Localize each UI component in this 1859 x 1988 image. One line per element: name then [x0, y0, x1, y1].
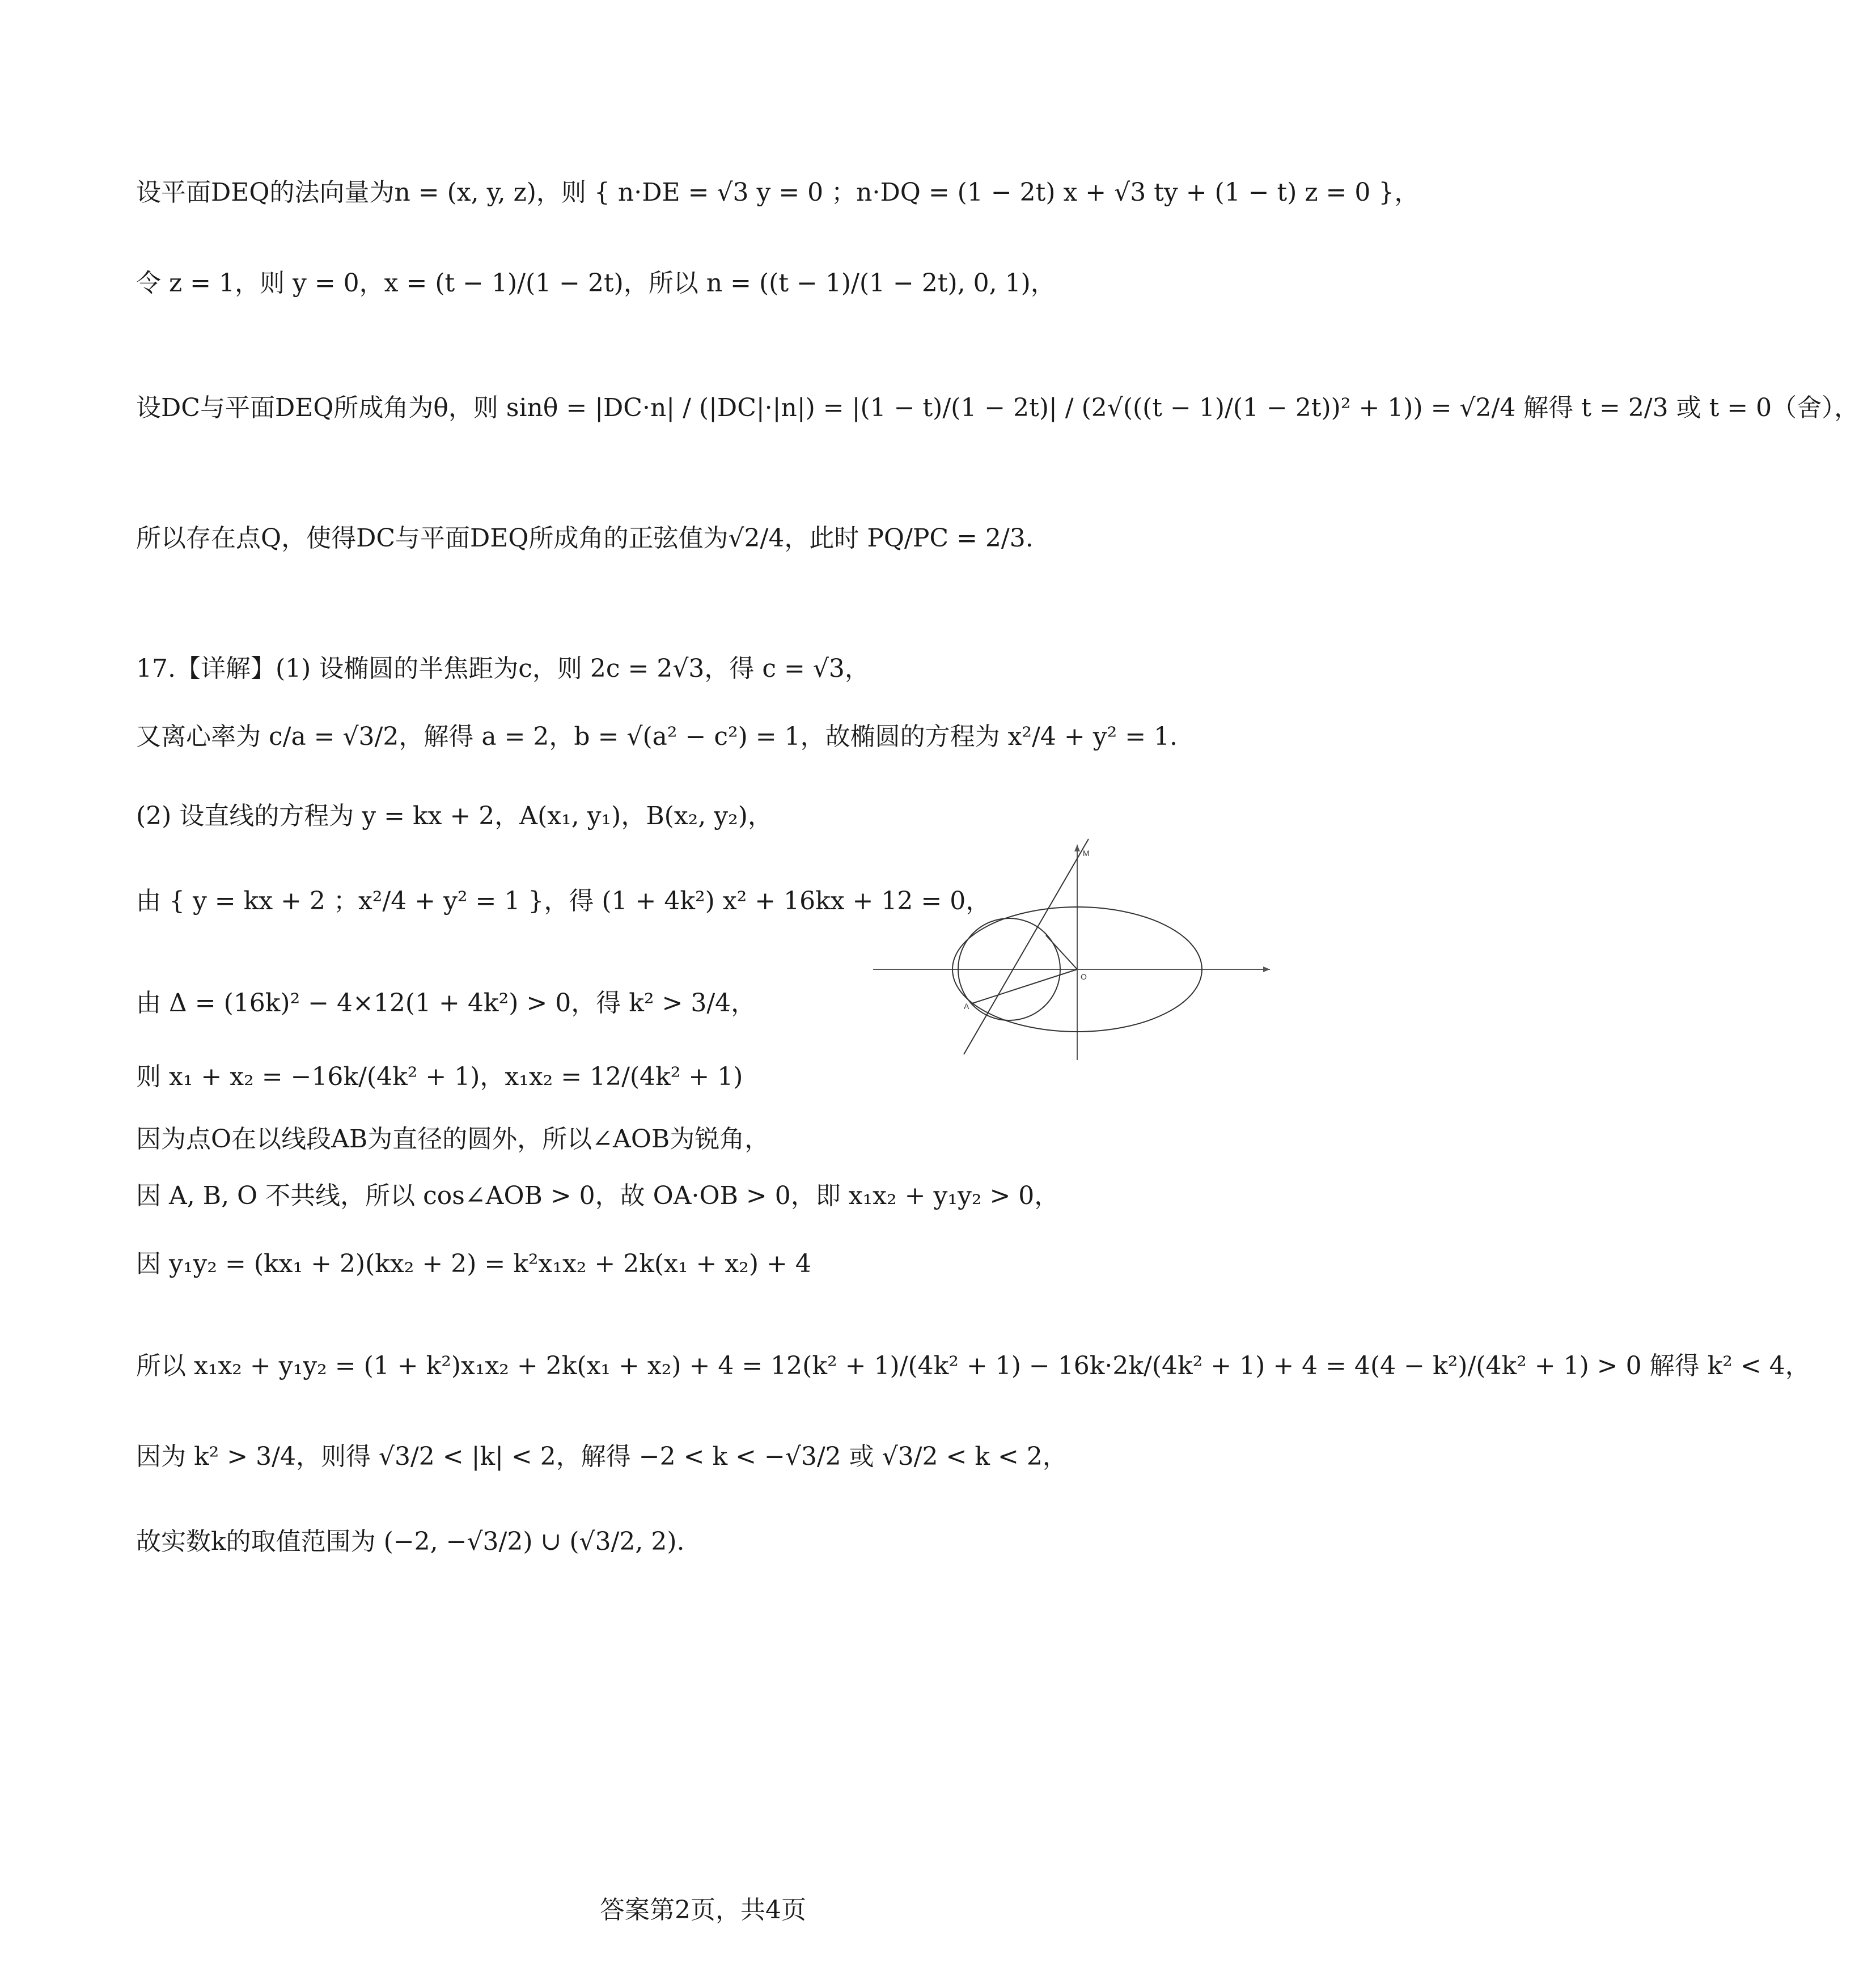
label-m: M [1083, 849, 1090, 858]
label-o: O [1081, 972, 1087, 981]
page-footer: 答案第2页，共4页 [600, 1896, 806, 1925]
line-16: 故实数k的取值范围为 (−2, −√3/2) ∪ (√3/2, 2). [136, 1527, 685, 1556]
line-9: 由 Δ = (16k)² − 4×12(1 + 4k²) > 0，得 k² > 3/4， [136, 989, 756, 1018]
line-5: 17.【详解】(1) 设椭圆的半焦距为c，则 2c = 2√3，得 c = √3， [136, 654, 870, 683]
line-3: 设DC与平面DEQ所成角为θ，则 sinθ = |DC·n| / (|DC|·|n|) = |(1 − t)/(1 − 2t)| / (2√(((t − 1)/(1 − 2t))² + 1)) = √2/4 解得 t = 2/3 或 t = 0（舍）， [136, 393, 1859, 422]
line-8: 由 { y = kx + 2 ；x²/4 + y² = 1 }，得 (1 + 4k²) x² + 16kx + 12 = 0， [136, 887, 991, 915]
line-6: 又离心率为 c/a = √3/2，解得 a = 2，b = √(a² − c²) = 1，故椭圆的方程为 x²/4 + y² = 1. [136, 722, 1178, 751]
line-2: 令 z = 1，则 y = 0，x = (t − 1)/(1 − 2t)，所以 n = ((t − 1)/(1 − 2t), 0, 1)， [136, 269, 1056, 298]
line-7: (2) 设直线的方程为 y = kx + 2，A(x₁, y₁)，B(x₂, y₂)， [136, 802, 773, 830]
line-4: 所以存在点Q，使得DC与平面DEQ所成角的正弦值为√2/4，此时 PQ/PC = 2/3. [136, 524, 1034, 553]
line-1: 设平面DEQ的法向量为n = (x, y, z)，则 { n·DE = √3 y = 0 ；n·DQ = (1 − 2t) x + √3 ty + (1 − t) z = 0 }， [136, 178, 1420, 207]
line-11: 因为点O在以线段AB为直径的圆外，所以∠AOB为锐角， [136, 1125, 770, 1154]
ellipse-circle-diagram [873, 833, 1281, 1071]
label-a: A [964, 1002, 969, 1011]
line-14: 所以 x₁x₂ + y₁y₂ = (1 + k²)x₁x₂ + 2k(x₁ + x₂) + 4 = 12(k² + 1)/(4k² + 1) − 16k·2k/(4k² + 1) + 4 = 4(4 − k²)/(4k² + 1) > 0 解得 k² < 4， [136, 1351, 1810, 1380]
line-15: 因为 k² > 3/4，则得 √3/2 < |k| < 2，解得 −2 < k < −√3/2 或 √3/2 < k < 2， [136, 1442, 1068, 1471]
line-12: 因 A, B, O 不共线，所以 cos∠AOB > 0，故 OA·OB > 0，即 x₁x₂ + y₁y₂ > 0， [136, 1181, 1060, 1210]
line-13: 因 y₁y₂ = (kx₁ + 2)(kx₂ + 2) = k²x₁x₂ + 2k(x₁ + x₂) + 4 [136, 1249, 811, 1278]
line-10: 则 x₁ + x₂ = −16k/(4k² + 1)，x₁x₂ = 12/(4k² + 1) [136, 1062, 743, 1091]
